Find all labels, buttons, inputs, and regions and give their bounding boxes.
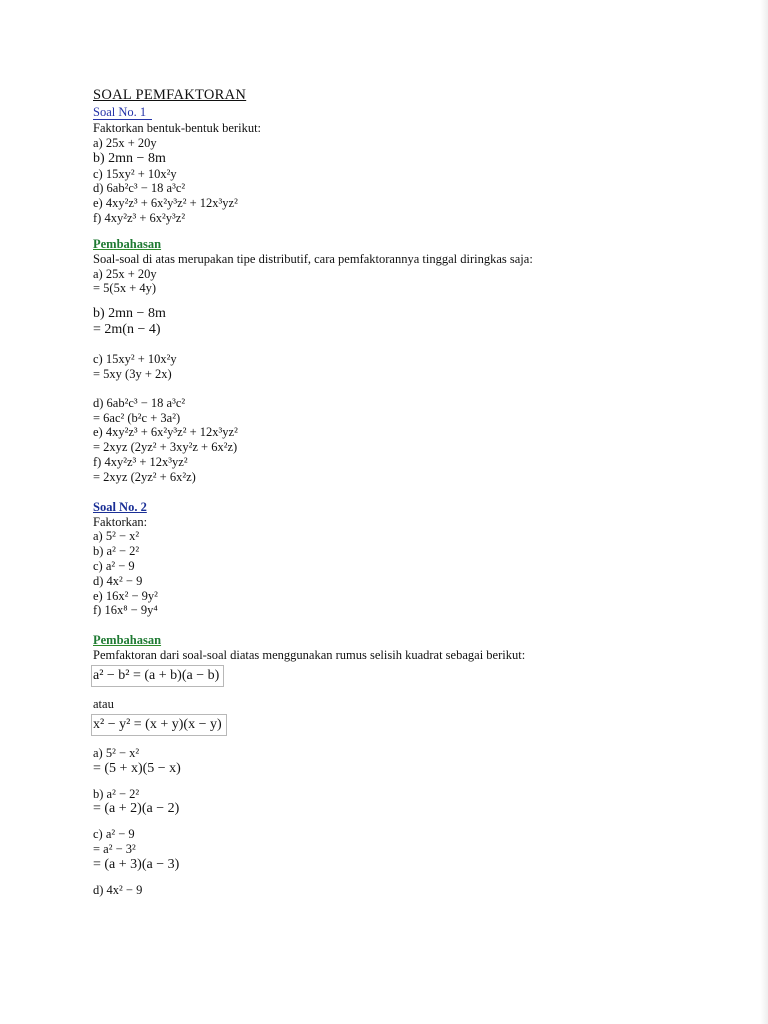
soal-2-item-a: a) 5² − x² — [93, 529, 140, 544]
pembahasan-1-c-answer: = 5xy (3y + 2x) — [93, 366, 172, 381]
soal-1-item-c: c) 15xy² + 10x²y — [93, 166, 177, 181]
pembahasan-2-d-question: d) 4x² − 9 — [93, 882, 143, 897]
pembahasan-2-heading: Pembahasan — [93, 633, 162, 648]
pembahasan-1-d-answer: = 6ac² (b²c + 3a²) — [93, 410, 181, 425]
pembahasan-1-e-question: e) 4xy²z³ + 6x²y³z² + 12x³yz² — [93, 425, 238, 440]
pembahasan-1-b-answer: = 2m(n − 4) — [93, 322, 161, 338]
soal-1-heading: Soal No. 1 — [93, 105, 152, 120]
soal-1-instruction: Faktorkan bentuk-bentuk berikut: — [93, 121, 262, 135]
soal-2-item-f: f) 16x⁸ − 9y⁴ — [93, 603, 158, 618]
soal-2-item-b: b) a² − 2² — [93, 544, 140, 559]
pembahasan-2-b-answer: = (a + 2)(a − 2) — [93, 801, 180, 817]
pembahasan-1-a-answer: = 5(5x + 4y) — [93, 281, 157, 296]
pembahasan-1-f-question: f) 4xy²z³ + 12x³yz² — [93, 454, 188, 469]
page-edge-shadow — [760, 0, 768, 1024]
pembahasan-2-a-question: a) 5² − x² — [93, 745, 140, 760]
pembahasan-1-intro: Soal-soal di atas merupakan tipe distributif, cara pemfaktorannya tinggal diringkas saja: — [93, 251, 533, 266]
pembahasan-2-intro: Pemfaktoran dari soal-soal diatas menggunakan rumus selisih kuadrat sebagai berikut: — [93, 648, 526, 663]
soal-1-item-e: e) 4xy²z³ + 6x²y³z² + 12x³yz² — [93, 196, 238, 211]
formula-box-ab: a² − b² = (a + b)(a − b) — [91, 665, 224, 687]
soal-2-item-d: d) 4x² − 9 — [93, 573, 143, 588]
pembahasan-1-b-question: b) 2mn − 8m — [93, 306, 166, 322]
soal-1-item-d: d) 6ab²c³ − 18 a³c² — [93, 181, 186, 196]
atau-text: atau — [93, 696, 114, 711]
pembahasan-2-c-step: = a² − 3² — [93, 842, 136, 857]
pembahasan-2-c-question: c) a² − 9 — [93, 827, 135, 842]
soal-2-item-c: c) a² − 9 — [93, 558, 135, 573]
soal-2-heading: Soal No. 2 — [93, 499, 147, 514]
soal-2-instruction: Faktorkan: — [93, 514, 148, 529]
pembahasan-1-heading: Pembahasan — [93, 236, 162, 251]
page-title: SOAL PEMFAKTORAN — [93, 87, 247, 103]
pembahasan-1-d-question: d) 6ab²c³ − 18 a³c² — [93, 395, 186, 410]
pembahasan-1-a-question: a) 25x + 20y — [93, 266, 157, 281]
pembahasan-1-f-answer: = 2xyz (2yz² + 6x²z) — [93, 469, 196, 484]
soal-1-item-b: b) 2mn − 8m — [93, 150, 166, 166]
pembahasan-2-c-answer: = (a + 3)(a − 3) — [93, 856, 180, 872]
pembahasan-2-b-question: b) a² − 2² — [93, 786, 140, 801]
pembahasan-2-a-answer: = (5 + x)(5 − x) — [93, 760, 181, 776]
formula-box-xy: x² − y² = (x + y)(x − y) — [91, 714, 227, 736]
pembahasan-1-c-question: c) 15xy² + 10x²y — [93, 352, 177, 367]
soal-1-item-f: f) 4xy²z³ + 6x²y³z² — [93, 210, 186, 225]
soal-2-item-e: e) 16x² − 9y² — [93, 588, 158, 603]
pembahasan-1-e-answer: = 2xyz (2yz² + 3xy²z + 6x²z) — [93, 440, 238, 455]
document-page — [93, 88, 693, 898]
soal-1-item-a: a) 25x + 20y — [93, 135, 157, 150]
